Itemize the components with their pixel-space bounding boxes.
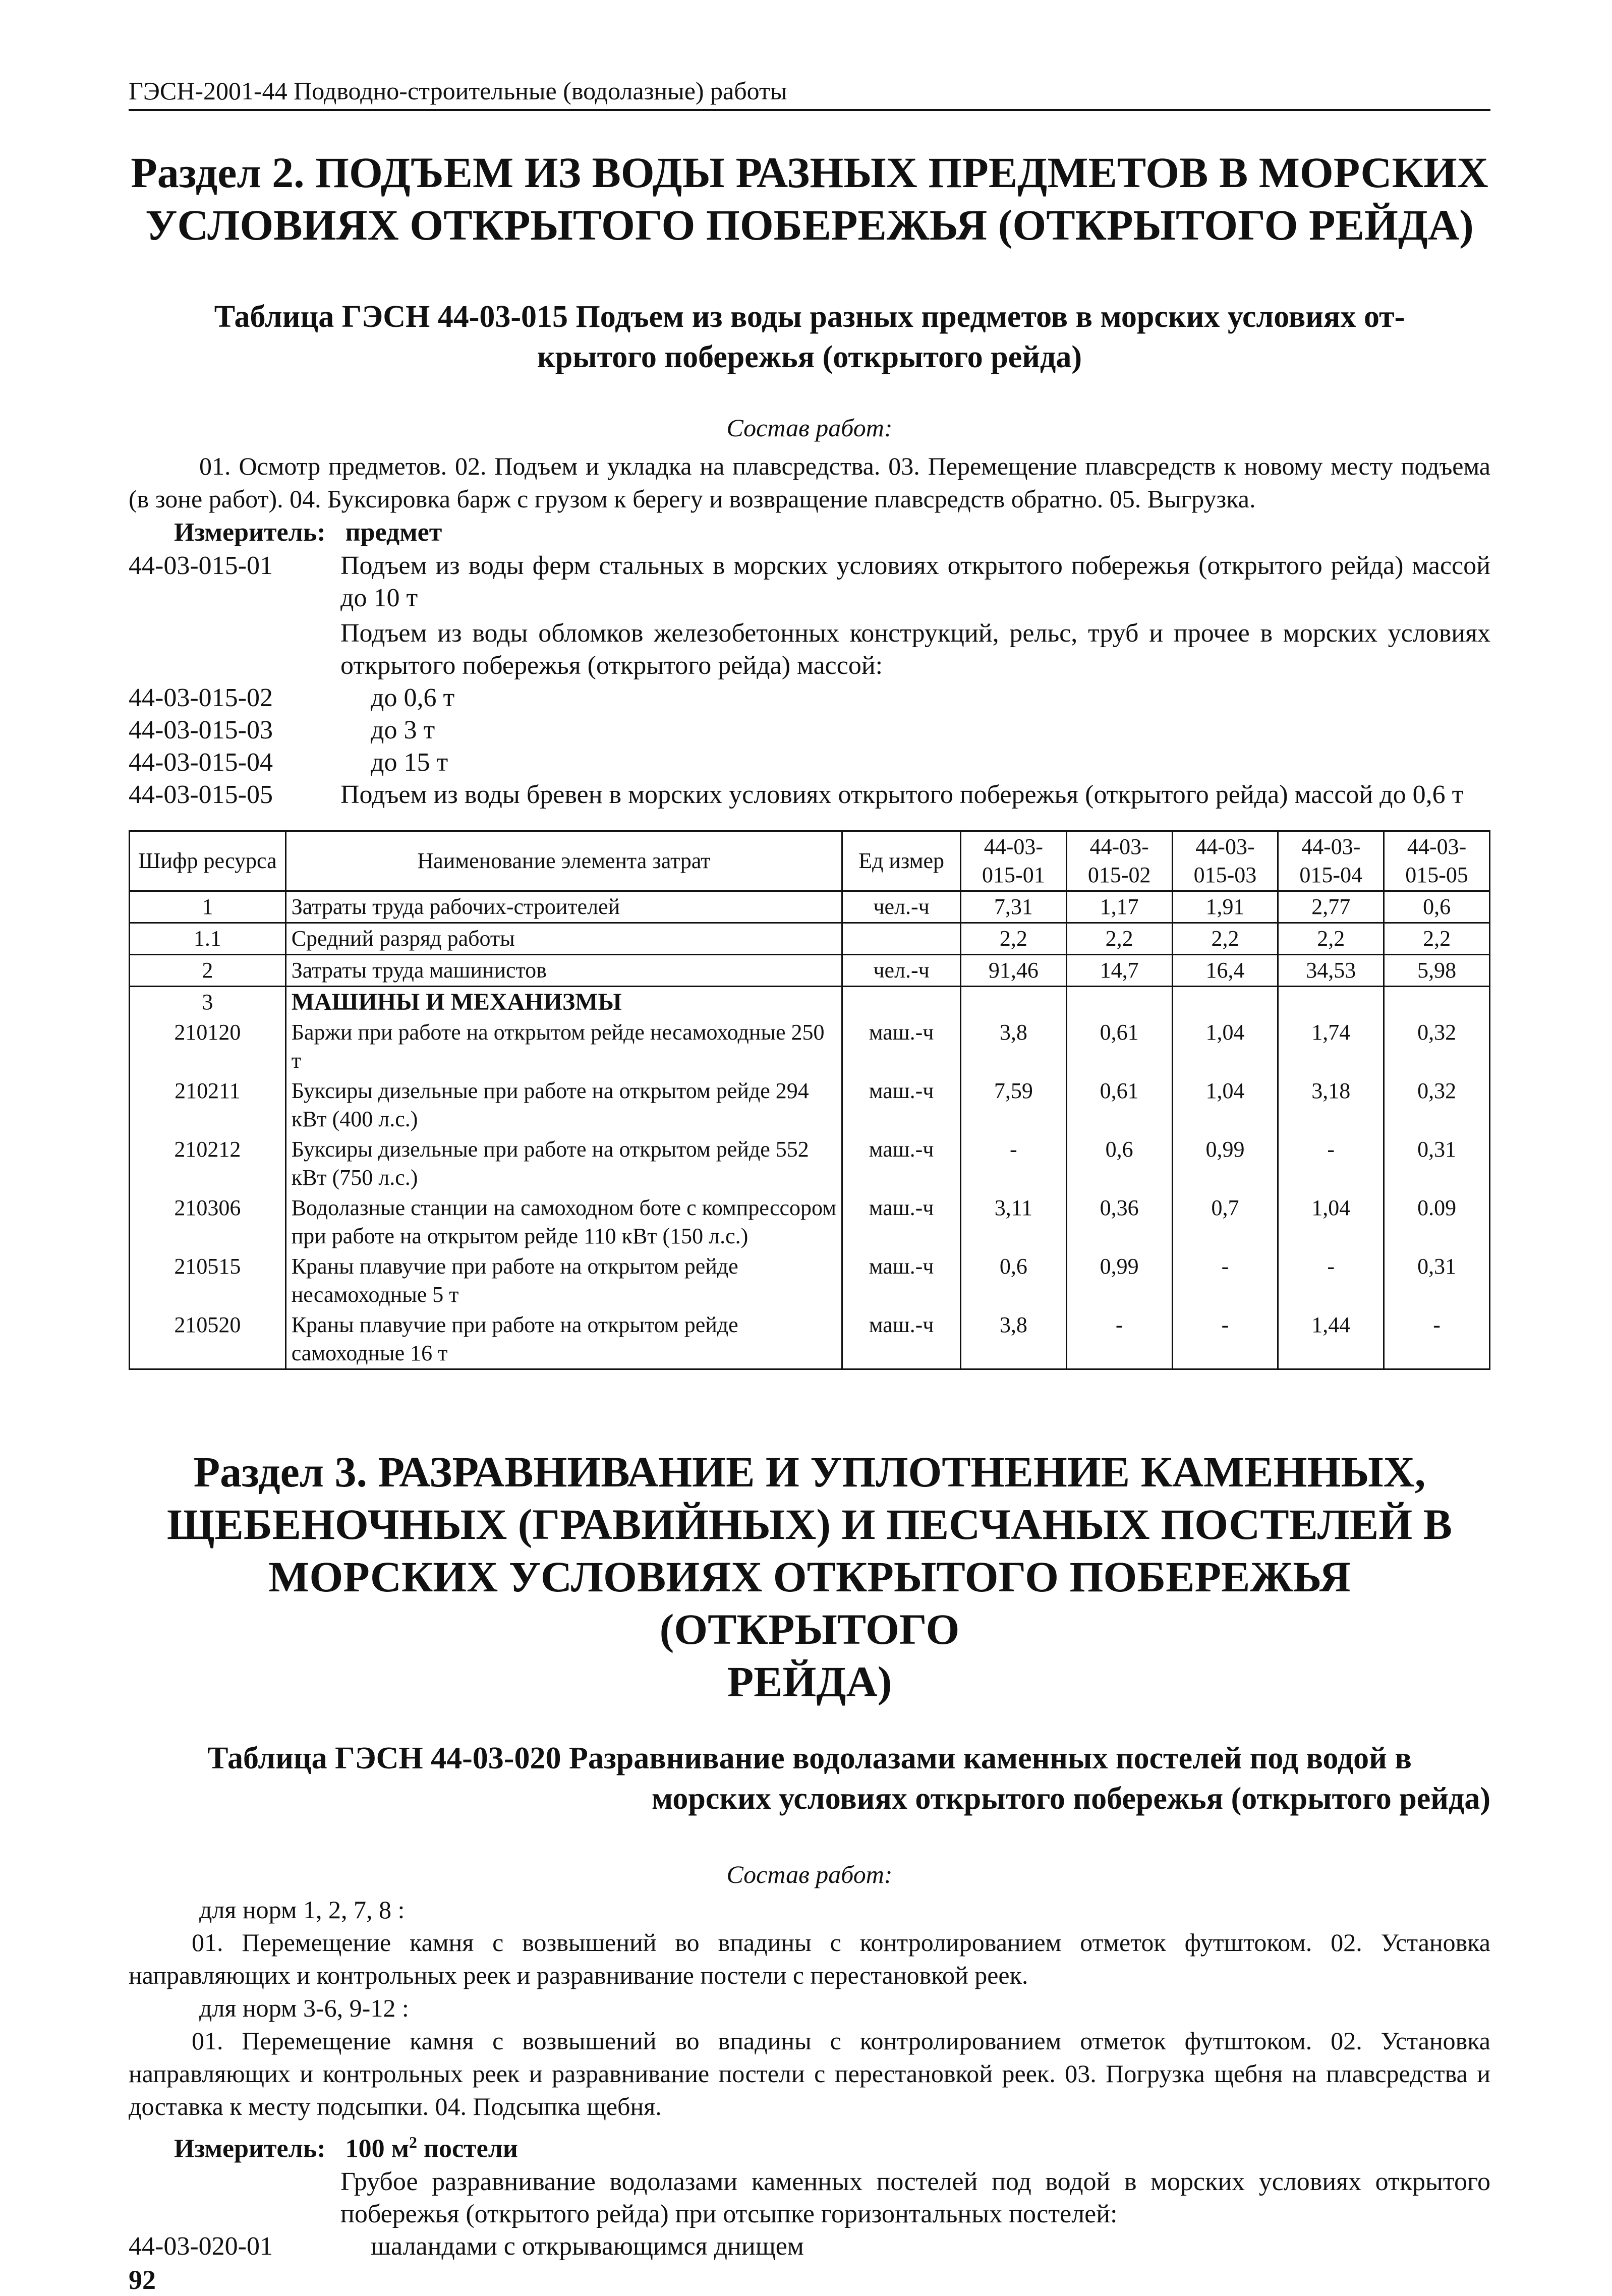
cell-value: 2,2 [1172,923,1278,955]
norm-code [129,2166,340,2230]
column-header-unit: Ед измер [842,831,961,891]
cell-value: - [1172,1251,1278,1310]
table-row [130,1076,1490,1134]
norm-entry [129,2230,1490,2263]
norm-description: Подъем из воды бревен в морских условиях открытого побережья (открытого рейда) массой до 0,6 т [340,780,1464,809]
section-3-title [129,1446,1490,1708]
section-2-title [129,146,1490,251]
table-row [130,923,1490,955]
norm-description: Подъем из воды обломков железобетонных конструкций, рельс, труб и прочее в морских условиях открытого побережья (открытого рейда) массой: [340,619,1490,680]
cell-value: 0,99 [1066,1251,1172,1310]
table-row [130,1251,1490,1310]
cell-code: 210515 [130,1251,286,1310]
norm-entries [129,550,1490,811]
cell-value: 0,32 [1384,1017,1490,1076]
measure-value: предмет [345,518,442,547]
cell-unit: маш.-ч [842,1134,961,1193]
column-header-name: Наименование элемента затрат [285,831,842,891]
cell-value: - [1278,1134,1384,1193]
norm-code [129,617,340,682]
cell-value: 2,2 [1278,923,1384,955]
norm-description: до 3 т [371,716,435,744]
cell-value: 0,32 [1384,1076,1490,1134]
cell-value: - [1172,1310,1278,1369]
cell-unit [842,923,961,955]
composition-label: Состав работ: [726,414,893,442]
cell-value: 0,31 [1384,1134,1490,1193]
cell-value: 3,18 [1278,1076,1384,1134]
cell-value [1066,987,1172,1018]
table-row [130,1134,1490,1193]
table-title-line: Таблица ГЭСН 44-03-015 Подъем из воды разных предметов в морских условиях от- [214,300,1405,334]
cell-value [1278,987,1384,1018]
table-row [130,955,1490,987]
norm-code: 44-03-015-02 [129,683,273,712]
cell-code: 3 [130,987,286,1018]
column-header-norm: 44-03-015-04 [1278,831,1384,891]
norm-entry [129,2166,1490,2230]
cell-unit: маш.-ч [842,1310,961,1369]
cell-value: 1,74 [1278,1017,1384,1076]
column-header-norm: 44-03-015-03 [1172,831,1278,891]
cell-value: 1,91 [1172,891,1278,923]
cell-name: Затраты труда машинистов [285,955,842,987]
measure-value: постели [417,2134,518,2163]
cell-value: 0,36 [1066,1193,1172,1251]
norm-entry [129,617,1490,682]
cell-value: 0,61 [1066,1076,1172,1134]
page-number: 92 [129,2265,156,2295]
cell-value: 14,7 [1066,955,1172,987]
cell-value: 0,6 [960,1251,1066,1310]
cell-value: 2,77 [1278,891,1384,923]
table-row [130,1017,1490,1076]
cell-code: 210211 [130,1076,286,1134]
norm-description: Грубое разравнивание водолазами каменных постелей под водой в морских условиях открытого побережья (открытого рейда) при отсыпке горизонтальных постелей: [340,2167,1490,2229]
cell-name: Баржи при работе на открытом рейде несамоходные 250 т [285,1017,842,1076]
composition-text: 01. Осмотр предметов. 02. Подъем и укладка на плавсредства. 03. Перемещение плавсредств к новому месту подъема (в зоне работ). 04. Буксировка барж с грузом к берегу и возвращение плавсредств обратно. 05. Выгрузка. [129,452,1490,513]
cell-name: Затраты труда рабочих-строителей [285,891,842,923]
document-page [129,76,1490,2263]
cell-unit: маш.-ч [842,1017,961,1076]
cell-value: 7,59 [960,1076,1066,1134]
cell-name: Буксиры дизельные при работе на открытом рейде 552 кВт (750 л.с.) [285,1134,842,1193]
composition-label: Состав работ: [726,1860,893,1888]
cell-unit: маш.-ч [842,1193,961,1251]
column-header-norm: 44-03-015-01 [960,831,1066,891]
norm-code: 44-03-015-01 [129,551,273,580]
table-title-line: морских условиях открытого побережья (открытого рейда) [651,1782,1490,1816]
column-header-code: Шифр ресурса [130,831,286,891]
cell-name: Краны плавучие при работе на открытом рейде самоходные 16 т [285,1310,842,1369]
cell-value: 2,2 [1384,923,1490,955]
cell-unit: маш.-ч [842,1076,961,1134]
measure-superscript: 2 [409,2133,418,2151]
cell-value: 0.09 [1384,1193,1490,1251]
cell-value [960,987,1066,1018]
cell-code: 1 [130,891,286,923]
norm-description: до 0,6 т [371,683,455,712]
measure-label: Измеритель: [174,2134,326,2163]
column-header-norm: 44-03-015-05 [1384,831,1490,891]
composition-text: 01. Перемещение камня с возвышений во впадины с контролированием отметок футштоком. 02. Установка направляющих и контрольных реек и разравнивание постели с перестановкой реек. 03. Погрузка щебня на плавсредства и доставка к месту подсыпки. 04. Подсыпка щебня. [129,2027,1490,2120]
cell-value: - [1278,1251,1384,1310]
cell-name: Краны плавучие при работе на открытом рейде несамоходные 5 т [285,1251,842,1310]
norm-description: до 15 т [371,748,448,777]
table-row [130,1193,1490,1251]
cell-code: 210306 [130,1193,286,1251]
cell-value [1384,987,1490,1018]
cell-value: 1,04 [1172,1076,1278,1134]
cell-value: 0,31 [1384,1251,1490,1310]
cell-unit [842,987,961,1018]
cell-value: 7,31 [960,891,1066,923]
table-015-title [129,297,1490,377]
group-heading: МАШИНЫ И МЕХАНИЗМЫ [285,987,842,1018]
cell-value: 91,46 [960,955,1066,987]
cell-value: - [1066,1310,1172,1369]
cell-value: 2,2 [960,923,1066,955]
cell-code: 210212 [130,1134,286,1193]
column-header-norm: 44-03-015-02 [1066,831,1172,891]
cell-value: 0,7 [1172,1193,1278,1251]
norm-entry [129,779,1490,811]
cell-code: 2 [130,955,286,987]
cell-value: 1,44 [1278,1310,1384,1369]
cell-value: 3,8 [960,1017,1066,1076]
section-title-line: Раздел 3. РАЗРАВНИВАНИЕ И УПЛОТНЕНИЕ КАМЕННЫХ, [193,1448,1426,1496]
norm-entry [129,682,1490,714]
composition-text: 01. Перемещение камня с возвышений во впадины с контролированием отметок футштоком. 02. Установка направляющих и контрольных реек и разравнивание постели с перестановкой реек. [129,1928,1490,1989]
table-row [130,1310,1490,1369]
cell-value: 1,04 [1278,1193,1384,1251]
table-020-title [129,1738,1490,1819]
measure-line [174,515,1490,550]
cell-value: 3,8 [960,1310,1066,1369]
cell-value: 1,17 [1066,891,1172,923]
table-row [130,891,1490,923]
cell-value: - [1384,1310,1490,1369]
cell-unit: чел.-ч [842,891,961,923]
norm-entry [129,550,1490,614]
norms-group-label: для норм 1, 2, 7, 8 : [199,1896,405,1924]
cell-value: 3,11 [960,1193,1066,1251]
norm-code: 44-03-015-05 [129,780,273,809]
norm-entry [129,747,1490,779]
cell-value: 5,98 [1384,955,1490,987]
table-title-line: Таблица ГЭСН 44-03-020 Разравнивание водолазами каменных постелей под водой в [207,1741,1412,1775]
cell-name: Буксиры дизельные при работе на открытом рейде 294 кВт (400 л.с.) [285,1076,842,1134]
table-header-row [130,831,1490,891]
section-title-line: РЕЙДА) [727,1657,892,1706]
cell-value: 0,61 [1066,1017,1172,1076]
measure-label: Измеритель: [174,518,326,547]
norms-group-label: для норм 3-6, 9-12 : [199,1994,409,2022]
norm-entry [129,714,1490,747]
cell-value: 0,6 [1384,891,1490,923]
table-row [130,987,1490,1018]
section-title-line: Раздел 2. ПОДЪЕМ ИЗ ВОДЫ РАЗНЫХ ПРЕДМЕТОВ В МОРСКИХ [131,148,1488,197]
cell-code: 210120 [130,1017,286,1076]
cell-code: 210520 [130,1310,286,1369]
cell-value: 1,04 [1172,1017,1278,1076]
running-header: ГЭСН-2001-44 Подводно-строительные (водолазные) работы [129,76,1490,111]
cell-unit: маш.-ч [842,1251,961,1310]
norm-code: 44-03-015-04 [129,748,273,777]
section-title-line: УСЛОВИЯХ ОТКРЫТОГО ПОБЕРЕЖЬЯ (ОТКРЫТОГО РЕЙДА) [145,201,1474,249]
norm-code: 44-03-015-03 [129,716,273,744]
cell-value: 34,53 [1278,955,1384,987]
norm-code: 44-03-020-01 [129,2232,273,2261]
cell-value: 0,6 [1066,1134,1172,1193]
resource-table [129,830,1490,1370]
cell-unit: чел.-ч [842,955,961,987]
cell-value: 0,99 [1172,1134,1278,1193]
measure-value: 100 м [345,2134,410,2163]
norm-description: Подъем из воды ферм стальных в морских условиях открытого побережья (открытого рейда) массой до 10 т [340,551,1490,612]
table-title-line: крытого побережья (открытого рейда) [537,340,1082,374]
cell-value [1172,987,1278,1018]
cell-value: - [960,1134,1066,1193]
cell-value: 16,4 [1172,955,1278,987]
section-title-line: МОРСКИХ УСЛОВИЯХ ОТКРЫТОГО ПОБЕРЕЖЬЯ (ОТКРЫТОГО [268,1553,1351,1653]
cell-value: 2,2 [1066,923,1172,955]
section-title-line: ЩЕБЕНОЧНЫХ (ГРАВИЙНЫХ) И ПЕСЧАНЫХ ПОСТЕЛЕЙ В [167,1500,1452,1548]
cell-code: 1.1 [130,923,286,955]
cell-name: Средний разряд работы [285,923,842,955]
cell-name: Водолазные станции на самоходном боте с компрессором при работе на открытом рейде 110 кВт (150 л.с.) [285,1193,842,1251]
measure-line [174,2125,1490,2166]
norm-description: шаландами с открывающимся днищем [371,2232,804,2261]
